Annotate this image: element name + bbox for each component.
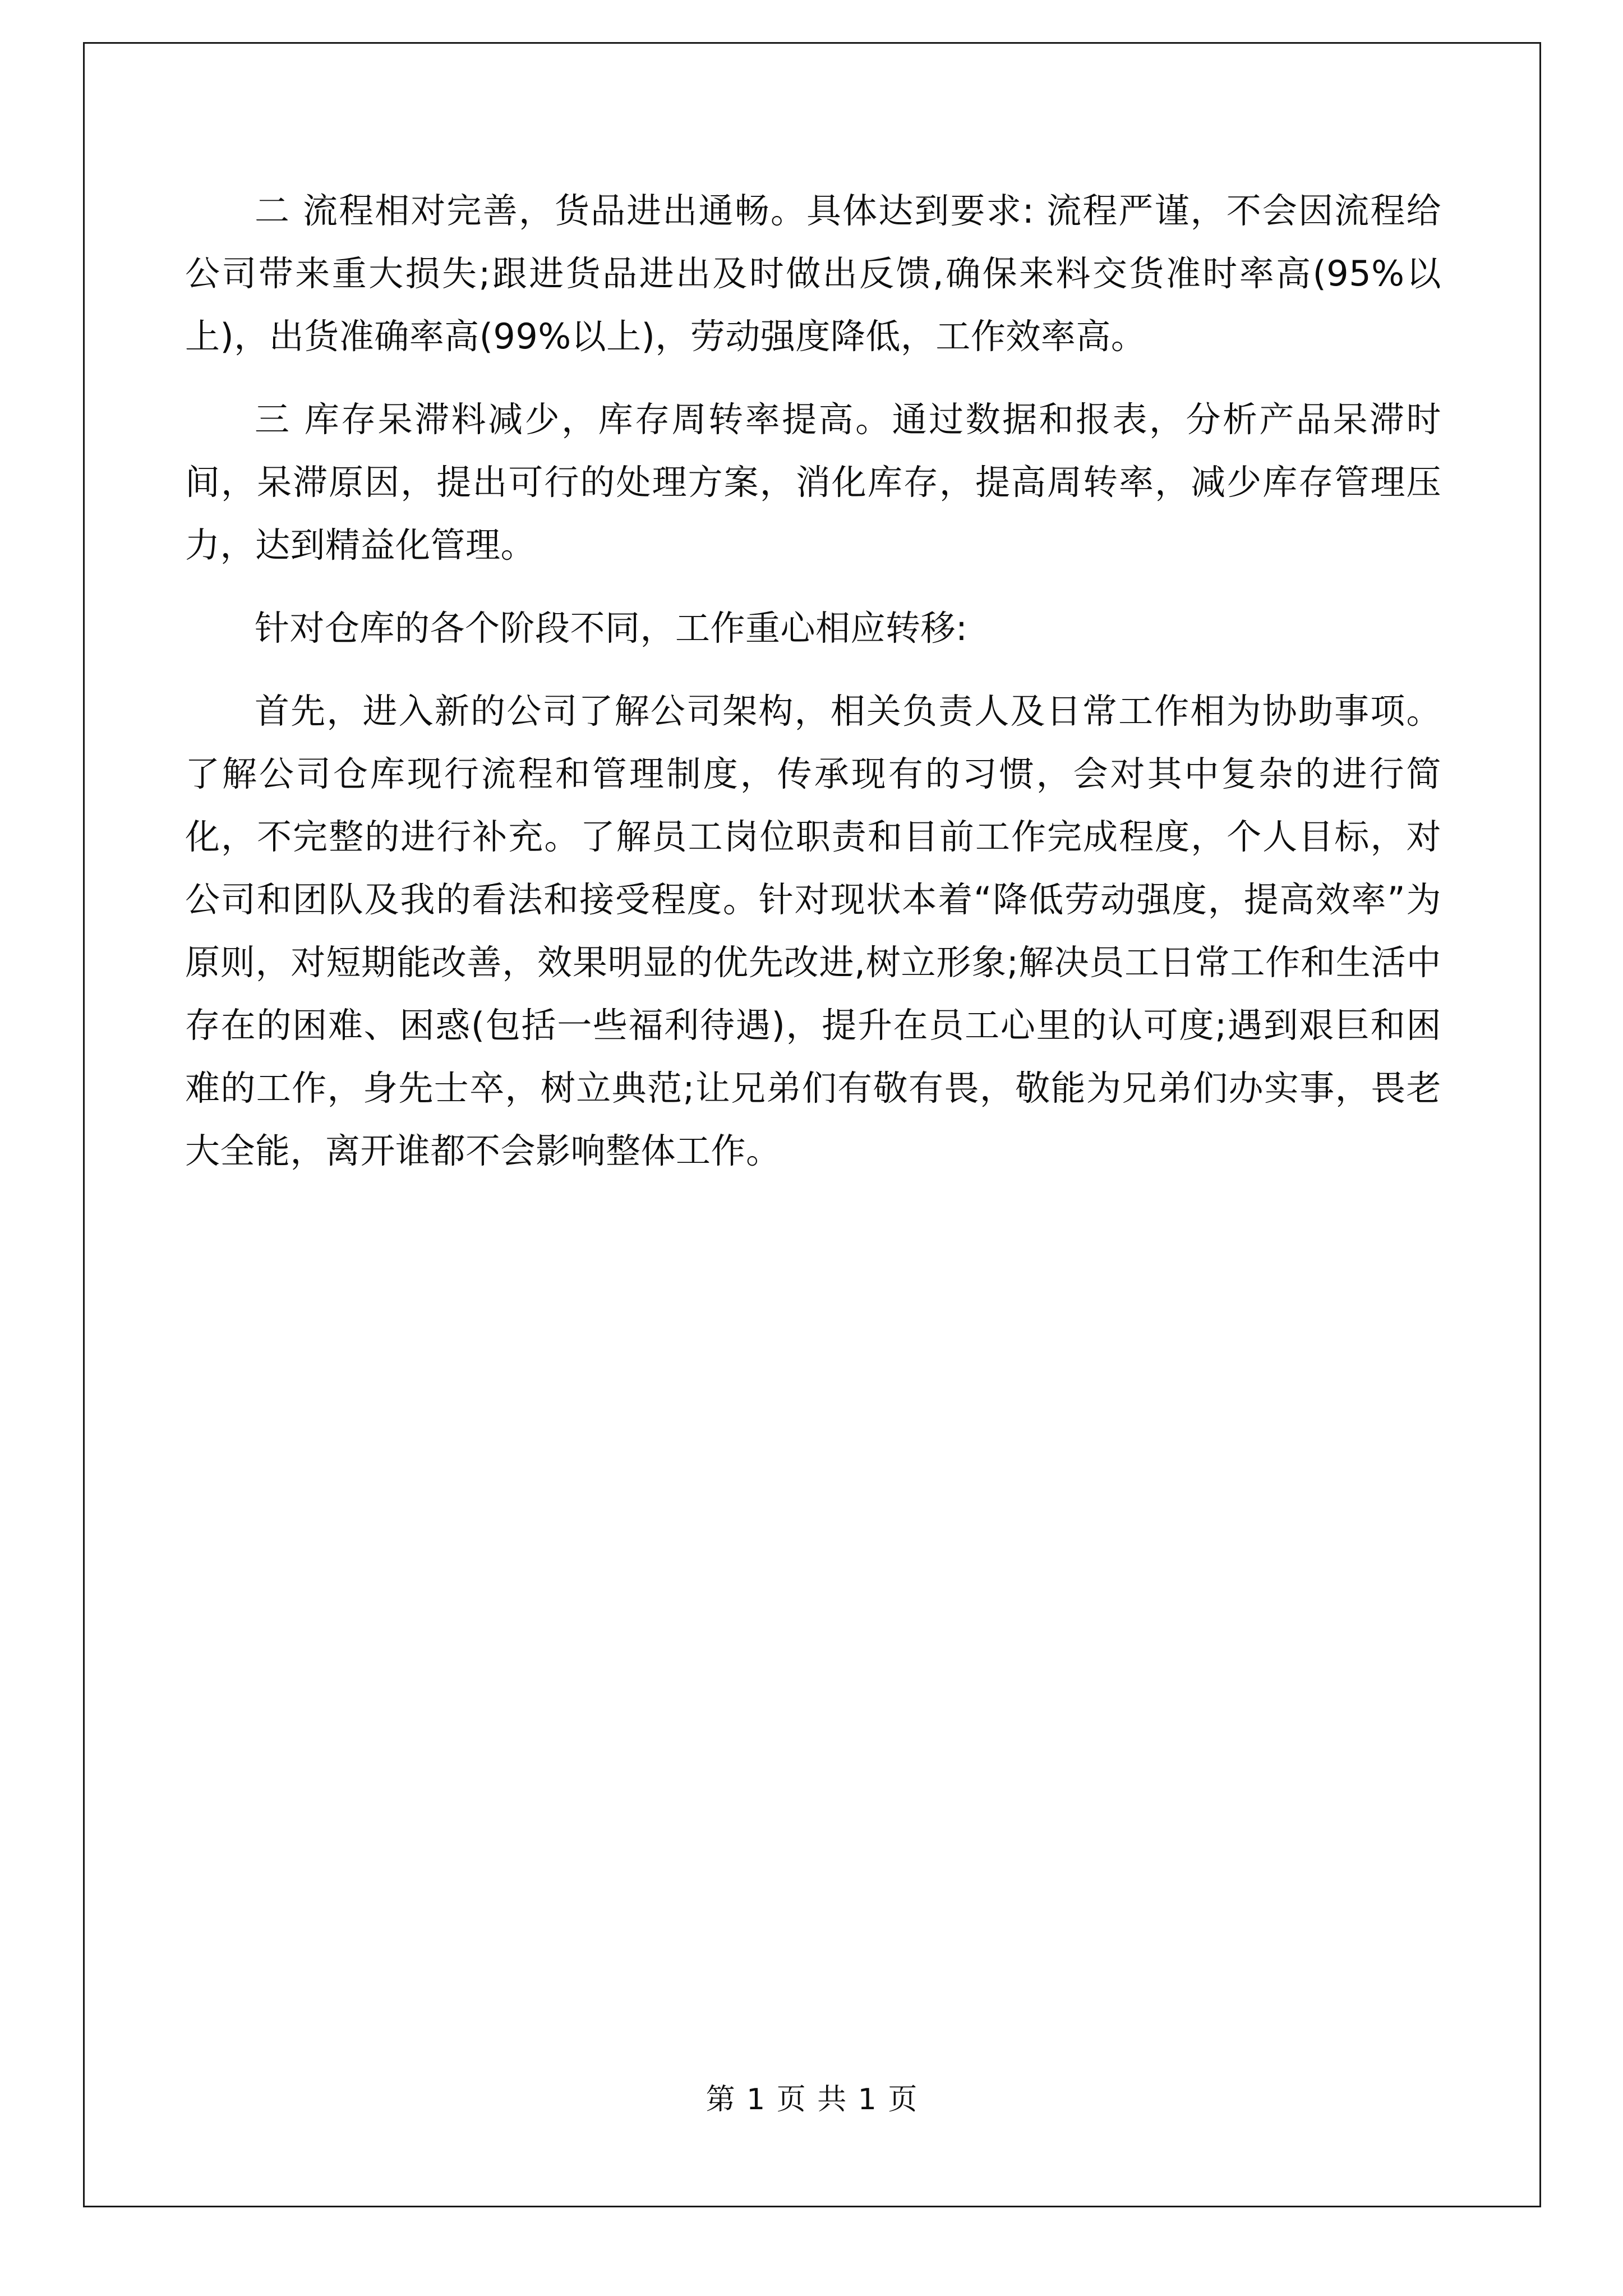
paragraph-2: 三 库存呆滞料减少，库存周转率提高。通过数据和报表，分析产品呆滞时间，呆滞原因，提出可行的处理方案，消化库存，提高周转率，减少库存管理压力，达到精益化管理。 bbox=[185, 399, 1441, 565]
document-body bbox=[185, 180, 1441, 1203]
page-footer: 第 1 页 共 1 页 bbox=[706, 2083, 919, 2116]
paragraph-3: 针对仓库的各个阶段不同，工作重心相应转移: bbox=[255, 608, 968, 648]
paragraph-4: 首先，进入新的公司了解公司架构，相关负责人及日常工作相为协助事项。了解公司仓库现行流程和管理制度，传承现有的习惯，会对其中复杂的进行简化，不完整的进行补充。了解员工岗位职责和目前工作完成程度，个人目标，对公司和团队及我的看法和接受程度。针对现状本着“降低劳动强度，提高效率”为原则，对短期能改善，效果明显的优先改进,树立形象;解决员工日常工作和生活中存在的困难、困惑(包括一些福利待遇)，提升在员工心里的认可度;遇到艰巨和困难的工作，身先士卒，树立典范;让兄弟们有敬有畏，敬能为兄弟们办实事，畏老大全能，离开谁都不会影响整体工作。 bbox=[185, 691, 1441, 1171]
paragraph-1: 二 流程相对完善，货品进出通畅。具体达到要求: 流程严谨，不会因流程给公司带来重大损失;跟进货品进出及时做出反馈,确保来料交货准时率高(95%以上)，出货准确率高(99%以上)，劳动强度降低，工作效率高。 bbox=[185, 190, 1441, 357]
